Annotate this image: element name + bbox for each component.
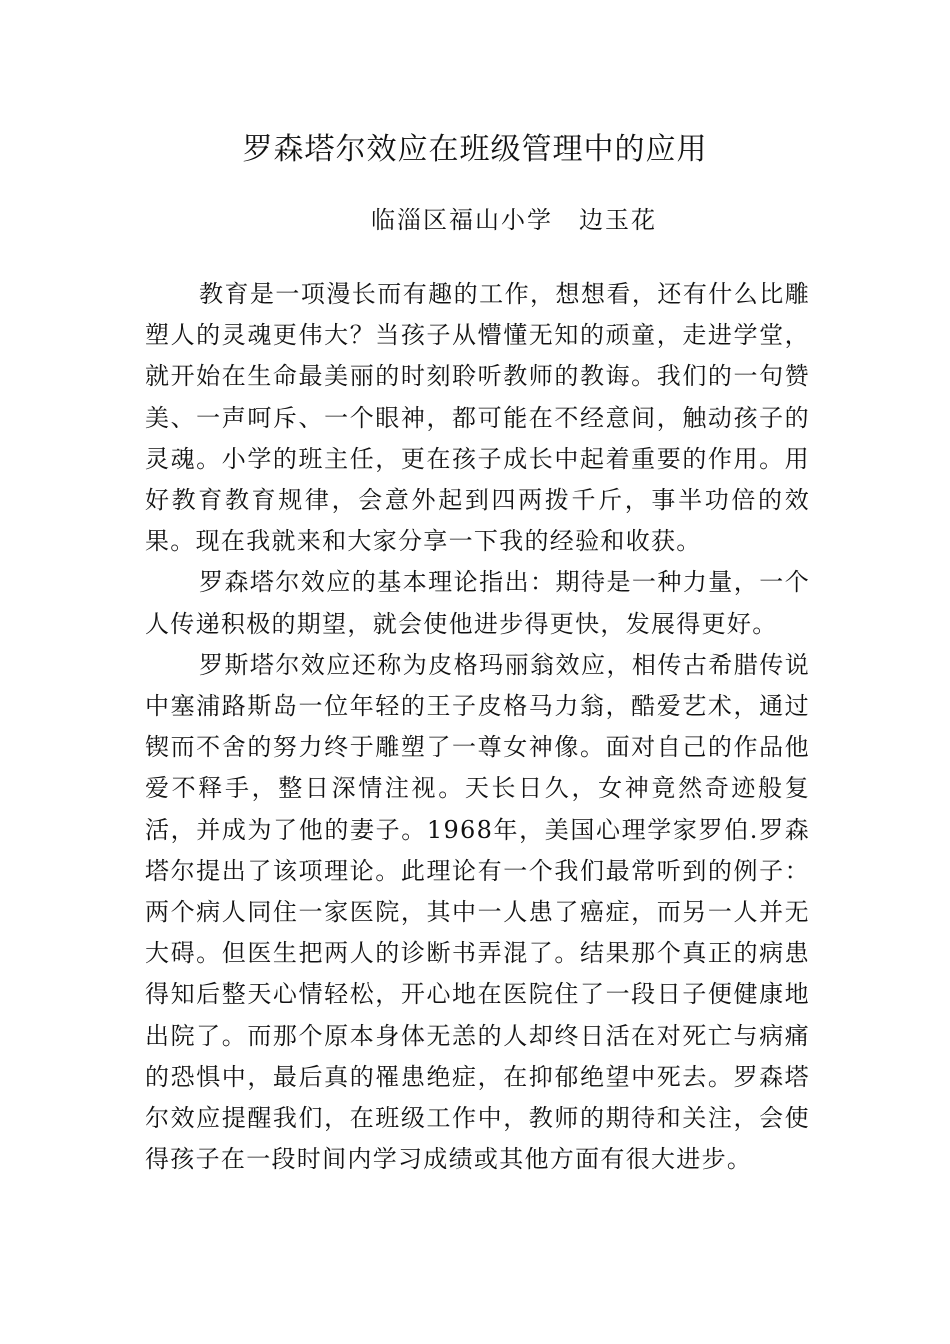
paragraph: 罗森塔尔效应的基本理论指出：期待是一种力量，一个人传递积极的期望，就会使他进步得更快，发展得更好。	[145, 568, 810, 638]
paragraph: 教育是一项漫长而有趣的工作，想想看，还有什么比雕塑人的灵魂更伟大？当孩子从懵懂无知的顽童，走进学堂，就开始在生命最美丽的时刻聆听教师的教诲。我们的一句赞美、一声呵斥、一个眼神，都可能在不经意间，触动孩子的灵魂。小学的班主任，更在孩子成长中起着重要的作用。用好教育教育规律，会意外起到四两拨千斤，事半功倍的效果。现在我就来和大家分享一下我的经验和收获。	[145, 280, 810, 556]
author-line: 临淄区福山小学 边玉花	[371, 206, 657, 234]
document-body	[145, 274, 810, 1180]
paragraph: 罗斯塔尔效应还称为皮格玛丽翁效应，相传古希腊传说中塞浦路斯岛一位年轻的王子皮格马力翁，酷爱艺术，通过锲而不舍的努力终于雕塑了一尊女神像。面对自己的作品他爱不释手，整日深情注视。天长日久，女神竟然奇迹般复活，并成为了他的妻子。1968年，美国心理学家罗伯.罗森塔尔提出了该项理论。此理论有一个我们最常听到的例子：两个病人同住一家医院，其中一人患了癌症，而另一人并无大碍。但医生把两人的诊断书弄混了。结果那个真正的病患得知后整天心情轻松，开心地在医院住了一段日子便健康地出院了。而那个原本身体无恙的人却终日活在对死亡与病痛的恐惧中，最后真的罹患绝症，在抑郁绝望中死去。罗森塔尔效应提醒我们，在班级工作中，教师的期待和关注，会使得孩子在一段时间内学习成绩或其他方面有很大进步。	[145, 650, 810, 1174]
document-title: 罗森塔尔效应在班级管理中的应用	[242, 132, 708, 167]
